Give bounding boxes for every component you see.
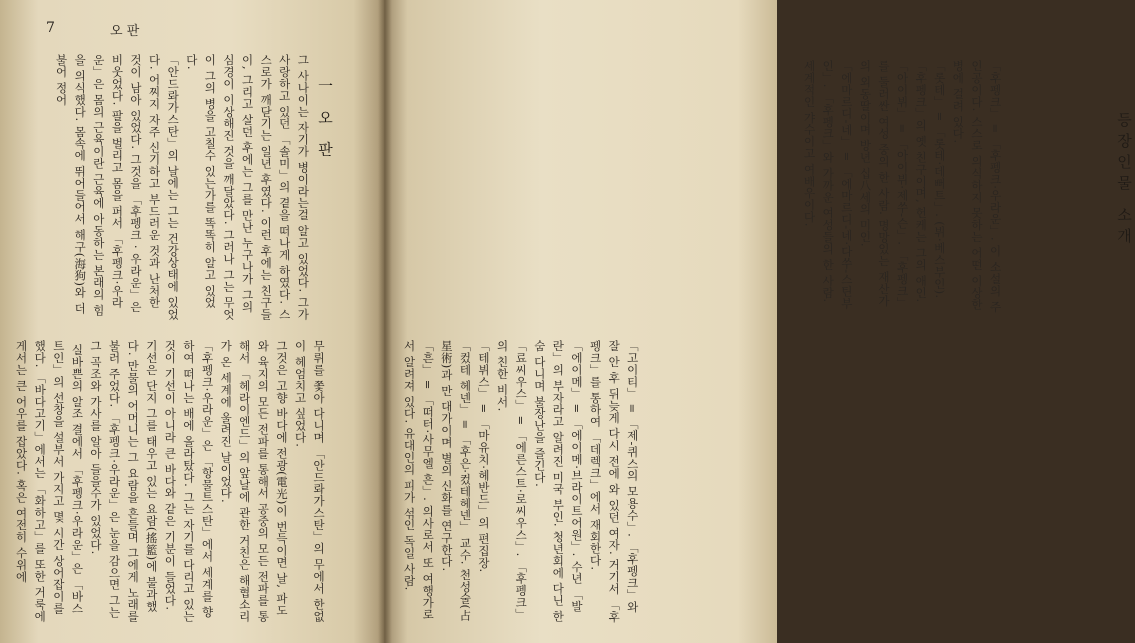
right-top-text: 「후펭크」 = 「후펭크·우라운」. 이 소설의 주인공이다. 스스로 의식하지 못하는 어떤 이상한 병에 걸려 있다. 「롯테」 = 「롯테·데뻐트」. (뷔·베스부인). 「후펭크」의 옛 친구이며, 헌케는 그의 애인. 「아이뷔」 = 「아이뷔·제쑤-슨」. 「후펭크」를 둘러싼 여성 중의 한 사람. 명망있는 재산가의 외동딸이며 방년 십八세의 미인. 「에마르디-네」 = 「에마르디-네·다쑤-스틴부인」. 「후펭크」와 가까운 여성들의 한 사람. 세계적인 갸수이고 여배우이다.	[802, 60, 1003, 313]
chapter-title: 一 오 판	[316, 78, 334, 163]
right-page	[384, 0, 1133, 643]
left-page	[0, 0, 384, 643]
right-bottom-text: 「고이티」 = 「제-퀴스의 모용수」. 「후펭크」와 잘 안 후 뒤늦게 다시 전에 와 있던 여자. 거기서 「후펭크」를 통하여 「데렉크」에서 재회한다. 「에이메」 = 「에이메·브라이트어원」. 수년 「발란」의 부자라고 알려진 미국 부인. 청년회에 다닌 한숨 다니며 불장난을 즐긴다. 「료씨우스」 = 「에른스트·로씨우스」. 「후펭크」의 친한 비서. 「테뷔스」 = 「마유치·헤반드」의 편집장. 「컸테 헤넨」 = 「후은·컸테헤넨」 교수. 천성술(占星術)과 만 대가이며 별의 신화를 연구한다. 「흔」 = 「떠터·사무엘 흔」. 의사로서 또 여행가로서 알려져 있다. 유대인의 피가 섞인 독일 사람.	[402, 340, 640, 623]
page-label: 오 판	[110, 24, 140, 39]
left-bottom-text: 무뤼를 쫓아 다니며 「안드롸가스탄」의 무에서 한없이 헤엄치고 싶었다. 그것은 고향 바다에 전광(電光)이 번득이면 날, 파도와 육지의 모든 전파를 통해서 공중의 모든 전파를 통해서 「헤라이엔드」의 앞날에 관한 거친은 해협소리가 온 세계에 울려진 날이었다. 「후펭크·우라운」은 「항물트스탄」에서 세계를 향하여 떠나는 배에 올라탔다. 그는 자기를 다리고 있는 것이 기선이 아니라 큰 바다와 같은 기분이 들었다. 기선은 단지 그를 태우고 있는 요람(搖籃)에 불과했다. 만물의 어머니는 그 요람을 흔들며 그에게 노래를 불러 주었다. 「후펭크·우라운」은 눈을 감으면 그는 그 곡조와 가사를 알아 들을수가 있었다. 실바쁜의 알조 결에서 「후펭크·우라운」은 「바스트인」의 선창을 설부서 가지고 몇 시간 상어잡이를 했다. 「바다고기」에서는 「화하고」를 또한 거룩에게서는 큰 어우를 잡았다. 혹은 여전히 수위에	[14, 340, 327, 623]
page-number: 7	[46, 20, 55, 36]
left-top-text: 그 사나이는 자기가 병이라는걸 알고 있었다. 그가 사랑하고 있던 「솔미」의 곁을 떠나게 하였다. 스스로가 깨닫기는 일년 후였다. 이런 후에는 친구들이, 그리고 살던 후에는 그를 만난 누구나가 그의 심경이 이상해진 것을 깨달았다. 그러나 그는 무엇이 그의 병을 고칠수 있는가를 똑똑히 알고 있었다. 「안드롸가스탄」의 날에는 그는 건강상태에 있었다. 어찌지 자주 신기하고 부드러운 것과 난처한 것이 남아 있었다. 그것을 「후펭크 · 우라운」은 비웃었다. 팔을 벌리고 몸을 퍼서 「후펭크·우라운」은 몸의 근육이란 근육에 아동하는 본래의 힘을 의식했다. 몸속에 뛰어들어서 해구(海狗)와 더불어 정어	[54, 54, 311, 321]
cast-intro-title: 등장인물 소개	[1115, 112, 1133, 249]
book-gutter	[378, 0, 392, 643]
